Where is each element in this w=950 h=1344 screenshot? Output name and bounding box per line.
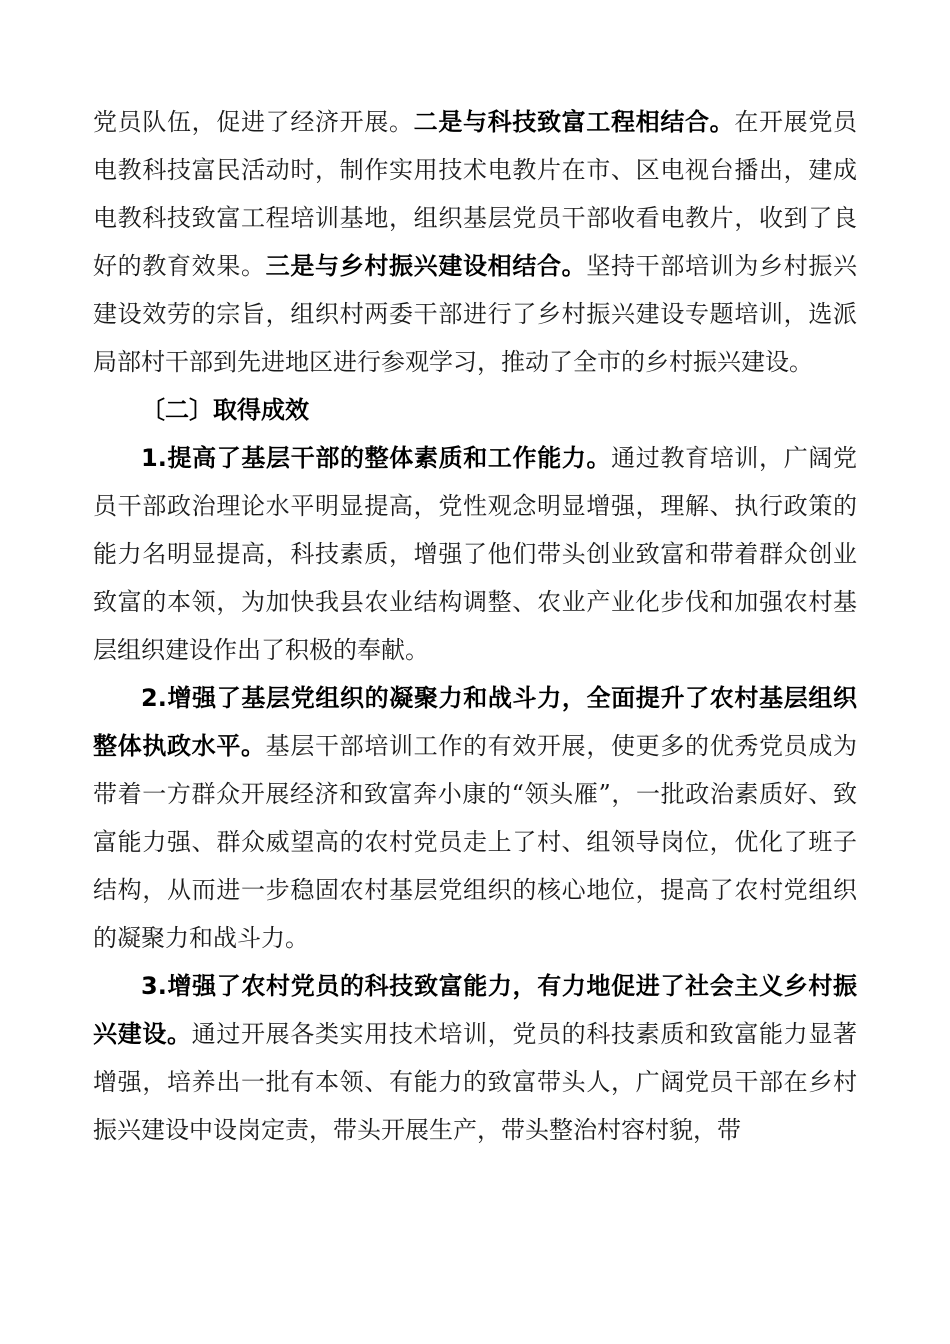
section-heading: 〔二〕取得成效: [141, 396, 309, 424]
paragraph-point-2: [93, 674, 857, 962]
bold-lead-sentence: 3.增强了农村党员的科技致富能力，有力地促进了社会主义乡村振兴建设。: [93, 972, 857, 1048]
text-run: 党员队伍，促进了经济开展。: [93, 108, 414, 136]
text-run: 通过开展各类实用技术培训，党员的科技素质和致富能力显著增强，培养出一批有本领、有能力的致富带头人，广阔党员干部在乡村振兴建设中设岗定责，带头开展生产，带头整治村容村貌，带: [93, 1020, 858, 1144]
paragraph-continuation: [93, 98, 857, 386]
document-page: [93, 98, 857, 1154]
bold-lead-sentence: 2.增强了基层党组织的凝聚力和战斗力，全面提升了农村基层组织整体执政水平。: [93, 684, 857, 760]
paragraph-point-3: [93, 962, 857, 1154]
text-run: 坚持干部培训为乡村振兴建设效劳的宗旨，组织村两委干部进行了乡村振兴建设专题培训，选派局部村干部到先进地区进行参观学习，推动了全市的乡村振兴建设。: [93, 252, 858, 376]
bold-phrase: 二是与科技致富工程相结合。: [413, 108, 735, 136]
text-run: 在开展党员电教科技富民活动时，制作实用技术电教片在市、区电视台播出，建成电教科技致富工程培训基地，组织基层党员干部收看电教片，收到了良好的教育效果。: [93, 108, 858, 280]
text-run: 基层干部培训工作的有效开展，使更多的优秀党员成为带着一方群众开展经济和致富奔小康的“领头雁”，一批政治素质好、致富能力强、群众威望高的农村党员走上了村、组领导岗位，优化了班子结构，从而进一步稳固农村基层党组织的核心地位，提高了农村党组织的凝聚力和战斗力。: [93, 732, 858, 952]
bold-phrase: 三是与乡村振兴建设相结合。: [265, 252, 587, 280]
paragraph-point-1: [93, 434, 857, 674]
text-run: 通过教育培训，广阔党员干部政治理论水平明显提高，党性观念明显增强，理解、执行政策的能力名明显提高，科技素质，增强了他们带头创业致富和带着群众创业致富的本领，为加快我县农业结构调整、农业产业化步伐和加强农村基层组织建设作出了积极的奉献。: [93, 444, 857, 664]
bold-lead-sentence: 1.提高了基层干部的整体素质和工作能力。: [141, 444, 612, 472]
